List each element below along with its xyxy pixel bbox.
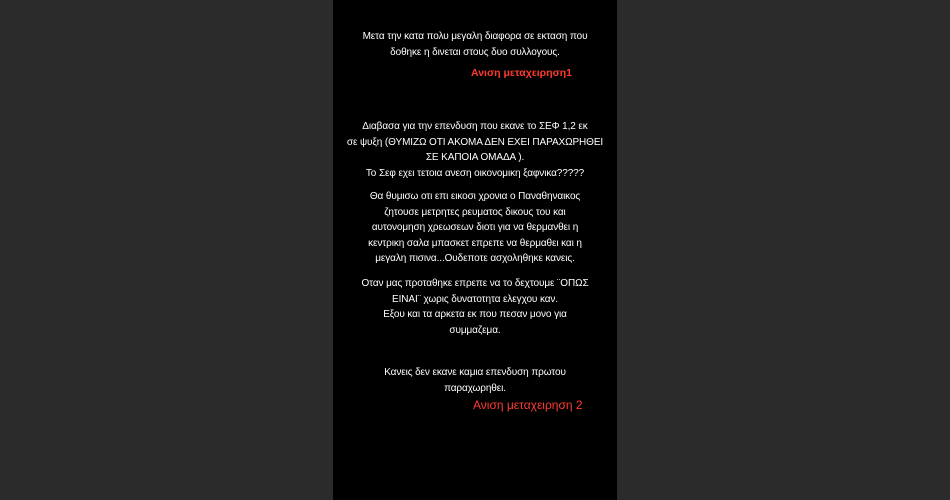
story-paragraph-2: Διαβασα για την επενδυση που εκανε το ΣΕΦ 1,2 εκ σε ψυξη (ΘΥΜΙΖΩ ΟΤΙ ΑΚΟΜΑ ΔΕΝ ΕΧΕΙ ΠΑΡΑΧΩΡΗΘΕΙ ΣΕ ΚΑΠΟΙΑ ΟΜΑΔΑ ). Το Σεφ εχει τετοια ανεση οικονομικη ξαφνικα????? — [346, 121, 604, 179]
story-paragraph-4: Οταν μας προταθηκε επρεπε να το δεχτουμε ¨ΟΠΩΣ ΕΙΝΑΙ¨ χωρις δυνατοτητα ελεγχου καν. Εξου και τα αρκετα εκ που πεσαν μονο για συμμαζεμα. — [361, 278, 589, 336]
story-paragraph-1: Μετα την κατα πολυ μεγαλη διαφορα σε εκταση που δοθηκε η δινεται στους δυο συλλογους. — [362, 31, 588, 58]
story-paragraph-5: Κανεις δεν εκανε καμια επενδυση πρωτου παραχωρηθει. — [384, 367, 566, 394]
story-panel — [333, 0, 617, 500]
story-paragraph-3: Θα θυμισω οτι επι εικοσι χρονια ο Παναθηναικος ζητουσε μετρητες ρευματος δικους του και αυτονομηση χρεωσεων διοτι για να θερμανθει η κεντρικη σαλα μπασκετ επρεπε να θερμαθει και η μεγαλη πισινα...Ουδεποτε ασχοληθηκε κανεις. — [368, 191, 582, 264]
story-highlight-2: Ανιση μεταχειρηση 2 — [473, 398, 583, 412]
story-highlight-1: Ανιση μεταχειρηση1 — [471, 67, 573, 79]
